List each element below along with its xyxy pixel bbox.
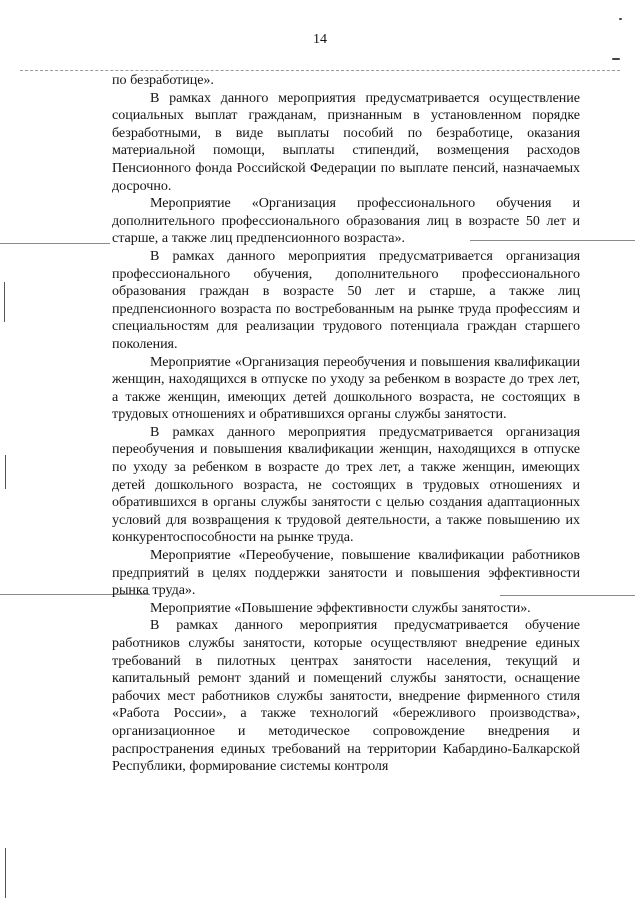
paragraph: В рамках данного мероприятия предусматривается обучение работников службы занятости, которые осуществляют внедрение единых требований в пилотных центрах занятости населения, текущий и капитальный ремонт зданий и помещений службы занятости, оснащение рабочих мест работников службы занятости, внедрение фирменного стиля «Работа России», а также технологий «бережливого производства», организационное и методическое сопровождение внедрения и распространения единых требований на территории Кабардино-Балкарской Республики, формирование системы контроля: [112, 617, 580, 775]
scan-artifact-mark: [4, 282, 5, 322]
paragraph: В рамках данного мероприятия предусматривается осуществление социальных выплат гражданам, признанным в установленном порядке безработными, в виде выплаты пособий по безработице, оказания материальной помощи, выплаты стипендий, возмещения расходов Пенсионного фонда Российской Федерации по выплате пенсий, назначаемых досрочно.: [112, 89, 580, 194]
paragraph: Мероприятие «Переобучение, повышение квалификации работников предприятий в целях поддержки занятости и повышения эффективности рынка труда».: [112, 547, 580, 599]
paragraph: Мероприятие «Повышение эффективности службы занятости».: [150, 599, 531, 616]
scan-artifact-mark: [5, 848, 6, 898]
document-body: [112, 72, 580, 776]
paragraph: В рамках данного мероприятия предусматривается организация переобучения и повышения квалификации женщин, находящихся в отпуске по уходу за ребенком в возрасте до трех лет, а также женщин, имеющих детей дошкольного возраста, не состоящих в трудовых отношениях и обратившихся в органы службы занятости с целью создания адаптационных условий для возвращения к трудовой деятельности, а также повышению их конкурентоспособности на рынке труда.: [112, 423, 580, 546]
paragraph: В рамках данного мероприятия предусматривается организация профессионального обучения, дополнительного профессионального образования граждан в возрасте 50 лет и старше, а также лиц предпенсионного возраста по востребованным на рынке труда профессиям и специальностям для реализации трудового потенциала граждан старшего поколения.: [112, 247, 580, 352]
paragraph: Мероприятие «Организация профессионального обучения и дополнительного профессионального образования лиц в возрасте 50 лет и старше, а также лиц предпенсионного возраста».: [112, 195, 580, 247]
scan-artifact-mark: [5, 455, 6, 489]
page-number: 14: [313, 32, 327, 47]
scan-artifact-line: [20, 70, 620, 71]
paragraph: по безработице».: [112, 72, 214, 88]
scan-artifact-speck: [619, 18, 622, 20]
scan-artifact-speck: [612, 58, 620, 60]
scan-artifact-line: [0, 243, 110, 244]
paragraph: Мероприятие «Организация переобучения и повышения квалификации женщин, находящихся в отпуске по уходу за ребенком в возрасте до трех лет, а также женщин, имеющих детей дошкольного возраста, не состоящих в трудовых отношениях и обратившихся органы службы занятости.: [112, 353, 580, 423]
